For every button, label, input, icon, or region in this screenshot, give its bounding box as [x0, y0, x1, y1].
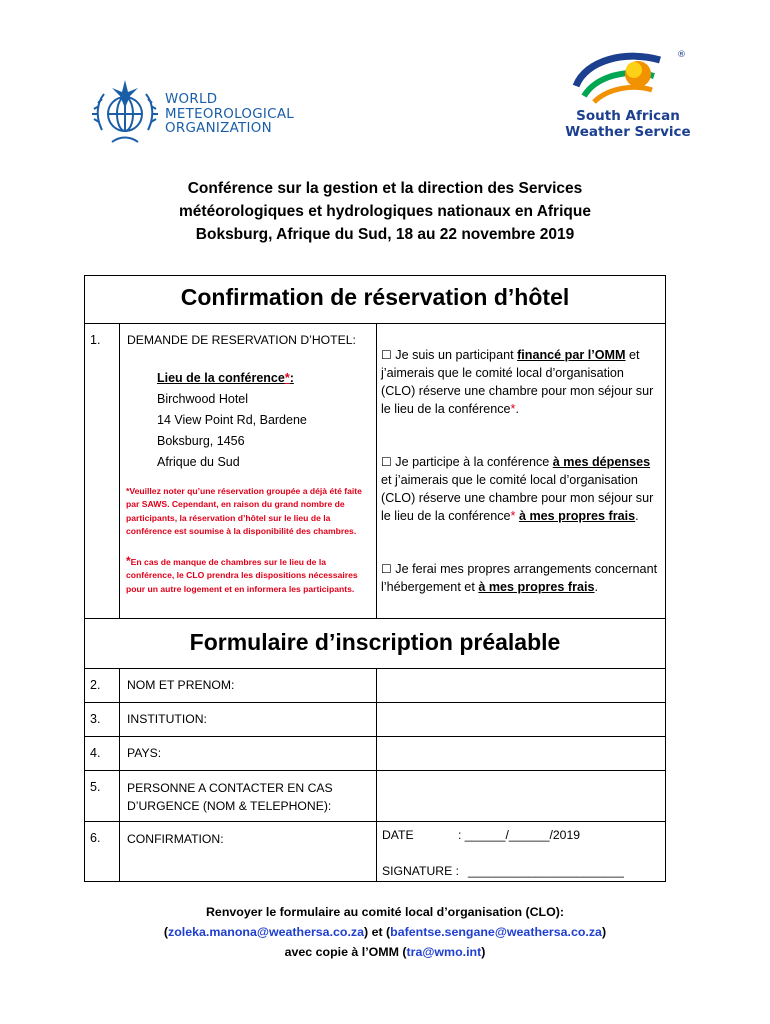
venue-line: Boksburg, 1456 — [157, 434, 245, 448]
table-rule — [376, 323, 377, 618]
option-text: . — [515, 402, 519, 416]
copy-text: avec copie à l’OMM ( — [284, 945, 407, 959]
punct: ( — [163, 925, 169, 939]
return-instructions — [60, 902, 710, 962]
option-emphasis: à mes propres frais — [478, 580, 595, 594]
wmo-emblem-icon — [90, 78, 160, 150]
table-rule — [119, 668, 120, 881]
table-rule — [119, 323, 120, 618]
return-line: Renvoyer le formulaire au comité local d’organisation (CLO): — [205, 905, 565, 919]
email-link[interactable]: tra@wmo.int — [406, 945, 482, 959]
room-shortage-note — [126, 555, 372, 596]
option-wmo-funded[interactable] — [381, 346, 661, 418]
row-number: 2. — [90, 678, 101, 692]
conference-heading — [60, 177, 710, 246]
checkbox-icon[interactable]: ☐ — [381, 562, 392, 576]
wmo-name-line: METEOROLOGICAL — [165, 106, 295, 122]
option-text: Je suis un participant — [395, 348, 518, 362]
saws-name-line: Weather Service — [565, 124, 691, 140]
punct: ) et ( — [364, 925, 391, 939]
signature-field[interactable]: _______________________ — [468, 864, 624, 878]
row-number: 1. — [90, 333, 101, 347]
note-star: * — [126, 554, 131, 568]
row-number: 6. — [90, 831, 101, 845]
saws-name — [558, 108, 698, 140]
row-number: 4. — [90, 746, 101, 760]
confirmation-label: CONFIRMATION: — [127, 832, 224, 846]
date-label: DATE — [382, 828, 414, 842]
name-label: NOM ET PRENOM: — [127, 678, 235, 692]
signature-label: SIGNATURE : — [382, 864, 459, 878]
heading-line: Conférence sur la gestion et la direction des Services — [187, 180, 583, 197]
wmo-name — [165, 93, 294, 137]
punct: ) — [601, 925, 607, 939]
emergency-contact-label: PERSONNE A CONTACTER EN CAS D’URGENCE (NOM & TELEPHONE): — [127, 781, 333, 813]
table-rule — [84, 618, 666, 619]
checkbox-icon[interactable]: ☐ — [381, 348, 392, 362]
venue-block — [157, 368, 307, 473]
name-field[interactable] — [377, 669, 665, 702]
note-text: En cas de manque de chambres sur le lieu de la conférence, le CLO prendra les dispositions nécessaires pour un autre logement et en informera les participants. — [126, 557, 358, 594]
option-text: Je participe à la conférence — [395, 455, 553, 469]
required-star: * — [510, 509, 516, 523]
option-text: . — [635, 509, 639, 523]
saws-logo — [556, 46, 706, 146]
required-star: * — [510, 402, 516, 416]
venue-line: 14 View Point Rd, Bardene — [157, 413, 307, 427]
wmo-name-line: WORLD — [165, 92, 218, 107]
option-own-arrangements[interactable] — [381, 560, 661, 596]
saws-emblem-icon — [556, 46, 706, 110]
saws-name-line: South African — [576, 108, 680, 124]
row-number: 3. — [90, 712, 101, 726]
venue-colon: : — [289, 371, 294, 385]
table-rule — [84, 323, 666, 324]
checkbox-icon[interactable]: ☐ — [381, 455, 392, 469]
heading-line: météorologiques et hydrologiques nationaux en Afrique — [179, 203, 591, 220]
hotel-section-title: Confirmation de réservation d’hôtel — [180, 284, 570, 310]
country-label: PAYS: — [127, 746, 162, 760]
option-text: et j’aimerais que le comité local d’organisation (CLO) réserve une chambre pour mon séjour sur le lieu de la conférence — [381, 348, 654, 416]
heading-line: Boksburg, Afrique du Sud, 18 au 22 novembre 2019 — [195, 226, 575, 243]
hotel-request-label: DEMANDE DE RESERVATION D’HOTEL: — [127, 333, 356, 347]
option-text: . — [594, 580, 599, 594]
row-number: 5. — [90, 780, 101, 794]
registration-section-title: Formulaire d’inscription préalable — [189, 629, 561, 655]
option-self-funded-clo[interactable] — [381, 453, 661, 525]
wmo-logo — [90, 78, 305, 150]
institution-label: INSTITUTION: — [127, 712, 207, 726]
venue-line: Afrique du Sud — [157, 455, 240, 469]
email-link[interactable]: zoleka.manona@weathersa.co.za — [168, 925, 364, 939]
venue-line: Birchwood Hotel — [157, 392, 249, 406]
punct: ) — [481, 945, 486, 959]
required-star: * — [284, 371, 290, 385]
option-text: et j’aimerais que le comité local d’organisation (CLO) réserve une chambre pour mon séjour sur le lieu de la conférence — [381, 473, 654, 523]
email-link[interactable]: bafentse.sengane@weathersa.co.za — [390, 925, 602, 939]
option-text: Je ferai mes propres arrangements concernant l’hébergement et — [381, 562, 658, 594]
option-emphasis: à mes propres frais — [518, 509, 636, 523]
date-field[interactable]: : ______/______/2019 — [458, 828, 580, 842]
table-rule — [84, 821, 666, 822]
group-booking-note: *Veuillez noter qu’une réservation groupée a déjà été faite par SAWS. Cependant, en raison du grand nombre de participants, la réservation d’hôtel sur le lieu de la conférence est soumise à la disponibilité des chambres. — [126, 486, 362, 536]
country-field[interactable] — [377, 737, 665, 770]
option-emphasis: à mes dépenses — [552, 455, 651, 469]
registered-mark: ® — [677, 50, 686, 60]
venue-title: Lieu de la conférence — [157, 371, 285, 385]
emergency-contact-field[interactable] — [377, 771, 665, 821]
institution-field[interactable] — [377, 703, 665, 736]
option-emphasis: financé par l’OMM — [517, 348, 626, 362]
wmo-name-line: ORGANIZATION — [165, 121, 272, 136]
